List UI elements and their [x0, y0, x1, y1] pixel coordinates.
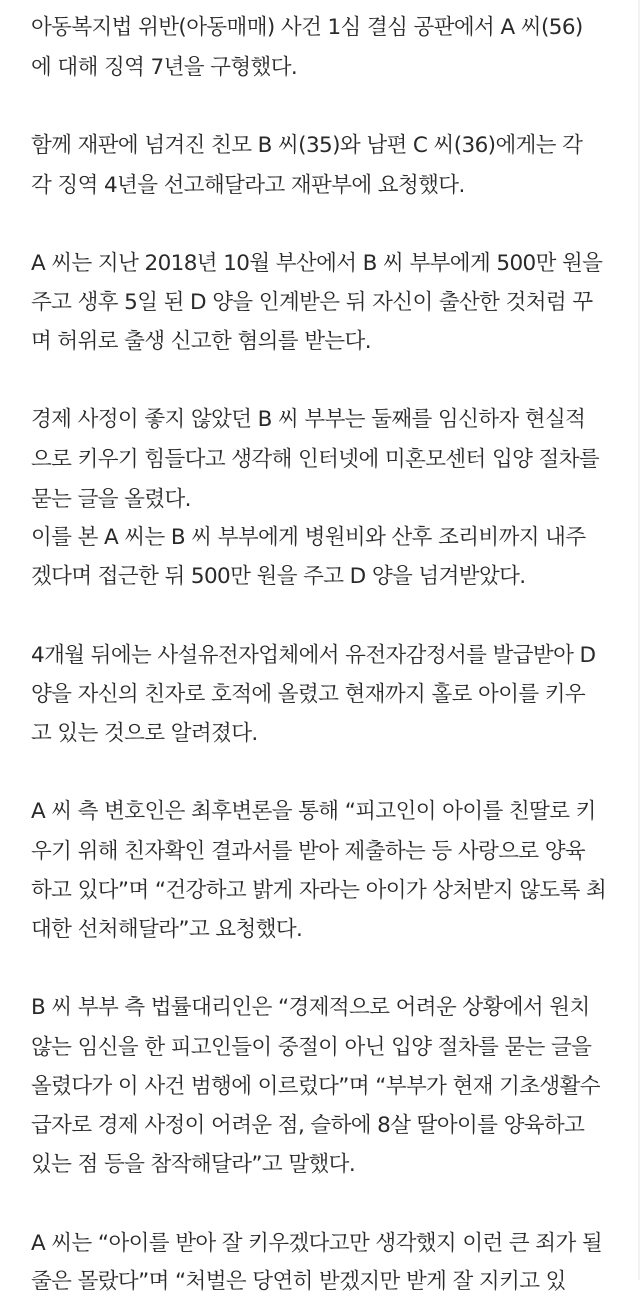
paragraph-7-line-3: 올렸다가 이 사건 범행에 이르렀다”며 “부부가 현재 기초생활수: [31, 1074, 600, 1099]
paragraph-8-line-2: 줄은 몰랐다”며 “처벌은 당연히 받겠지만 받게 잘 지키고 있: [31, 1269, 566, 1294]
paragraph-4-line-1: 경제 사정이 좋지 않았던 B 씨 부부는 둘째를 임신하자 현실적: [31, 407, 586, 432]
paragraph-4-line-3: 묻는 글을 올렸다.: [31, 487, 191, 512]
paragraph-8-line-1: A 씨는 “아이를 받아 잘 키우겠다고만 생각했지 이런 큰 죄가 될: [31, 1231, 603, 1256]
paragraph-7-line-1: B 씨 부부 측 법률대리인은 “경제적으로 어려운 상황에서 원치: [31, 995, 590, 1020]
paragraph-2-line-1: 함께 재판에 넘겨진 친모 B 씨(35)와 남편 C 씨(36)에게는 각: [31, 133, 583, 158]
paragraph-3-line-1: A 씨는 지난 2018년 10월 부산에서 B 씨 부부에게 500만 원을: [31, 251, 603, 276]
paragraph-7-line-5: 있는 점 등을 참작해달라”고 말했다.: [31, 1152, 356, 1177]
paragraph-6-line-3: 하고 있다”며 “건강하고 밝게 자라는 아이가 상처받지 않도록 최: [31, 878, 607, 903]
paragraph-5-line-3: 고 있는 것으로 알려졌다.: [31, 721, 258, 746]
paragraph-4-line-2: 으로 키우기 힘들다고 생각해 인터넷에 미혼모센터 입양 절차를: [31, 447, 600, 472]
paragraph-5-line-1: 4개월 뒤에는 사설유전자업체에서 유전자감정서를 발급받아 D: [31, 643, 596, 668]
paragraph-5-line-2: 양을 자신의 친자로 호적에 올렸고 현재까지 홀로 아이를 키우: [31, 682, 586, 707]
paragraph-3-line-2: 주고 생후 5일 된 D 양을 인계받은 뒤 자신이 출산한 것처럼 꾸: [31, 290, 593, 315]
paragraph-1-line-1: 아동복지법 위반(아동매매) 사건 1심 결심 공판에서 A 씨(56): [31, 15, 583, 40]
paragraph-6-line-1: A 씨 측 변호인은 최후변론을 통해 “피고인이 아이를 친딸로 키: [31, 799, 596, 824]
paragraph-7-line-4: 급자로 경제 사정이 어려운 점, 슬하에 8살 딸아이를 양육하고: [31, 1113, 585, 1138]
paragraph-6-line-2: 우기 위해 친자확인 결과서를 받아 제출하는 등 사랑으로 양육: [31, 839, 586, 864]
paragraph-1-line-2: 에 대해 징역 7년을 구형했다.: [31, 55, 298, 80]
paragraph-6-line-4: 대한 선처해달라”고 요청했다.: [31, 917, 303, 942]
paragraph-4-line-4: 이를 본 A 씨는 B 씨 부부에게 병원비와 산후 조리비까지 내주: [31, 525, 586, 550]
paragraph-2-line-2: 각 징역 4년을 선고해달라고 재판부에 요청했다.: [31, 173, 465, 198]
paragraph-4-line-5: 겠다며 접근한 뒤 500만 원을 주고 D 양을 넘겨받았다.: [31, 564, 526, 589]
paragraph-7-line-2: 않는 임신을 한 피고인들이 중절이 아닌 입양 절차를 묻는 글을: [31, 1035, 592, 1060]
paragraph-3-line-3: 며 허위로 출생 신고한 혐의를 받는다.: [31, 329, 371, 354]
